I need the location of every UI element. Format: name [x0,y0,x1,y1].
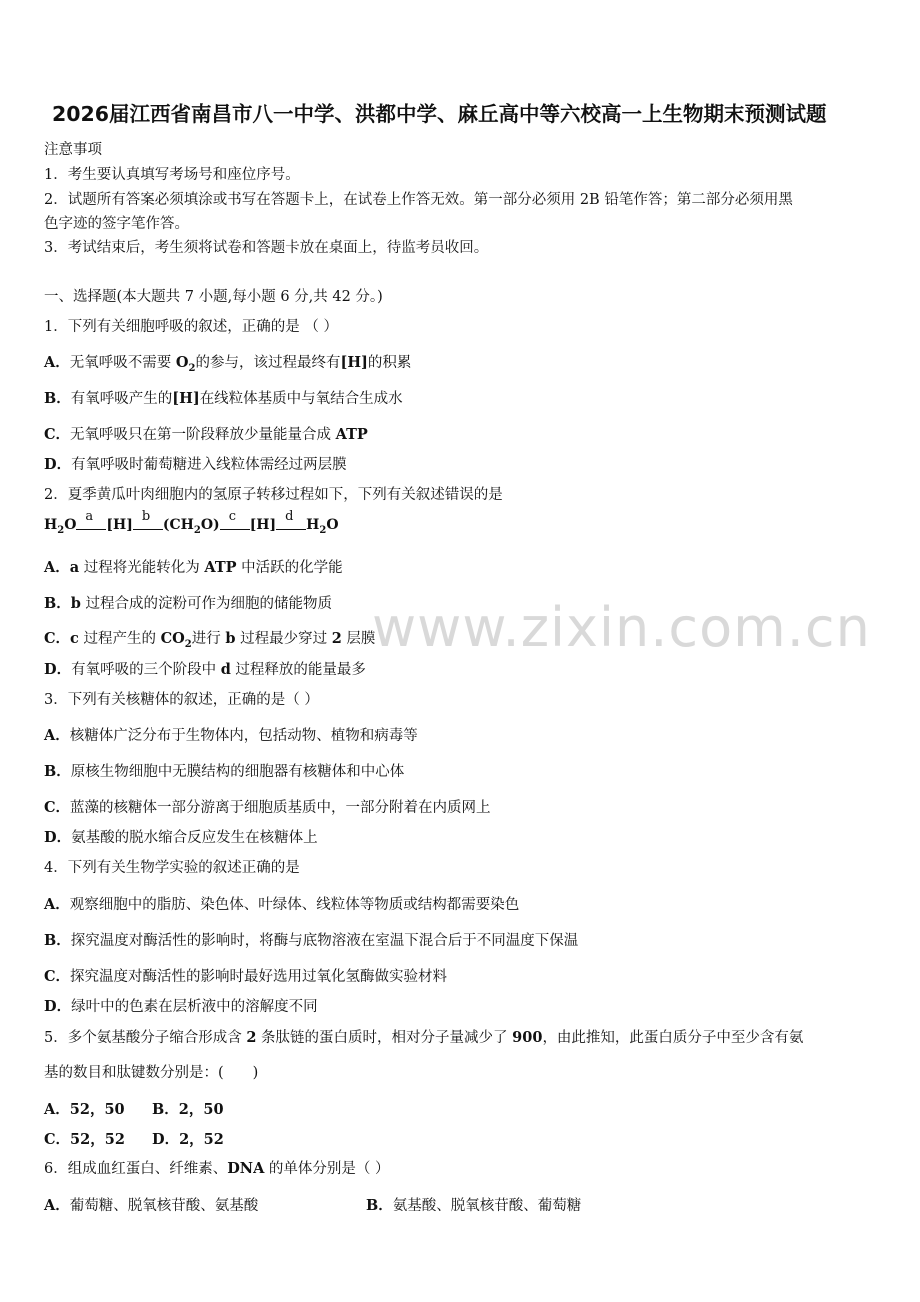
option-text: 过程释放的能量最多 [230,662,366,678]
option-text: 过程合成的淀粉可作为细胞的储能物质 [80,596,333,612]
option-label: C． [44,630,71,647]
notice-item-2-cont: 色字迹的签字笔作答。 [44,216,189,232]
q1-option-b[interactable] [44,387,403,408]
option-text: 层膜 [341,631,376,647]
option-text: 探究温度对酶活性的影响时，将酶与底物溶液在室温下混合后于不同温度下保温 [70,933,579,949]
q2-option-a[interactable] [44,556,343,577]
option-text: 观察细胞中的脂肪、染色体、叶绿体、线粒体等物质或结构都需要染色 [69,897,520,913]
arrow-b: b [133,518,163,532]
option-text: 的参与，该过程最终有 [195,355,341,371]
option-text: 氨基酸的脱水缩合反应发生在核糖体上 [71,830,318,846]
option-text: 有氧呼吸的三个阶段中 [71,662,221,678]
option-label: D． [44,829,72,846]
process-var: b [225,630,236,647]
q6-option-b[interactable]: B．氨基酸、脱氧核苷酸、葡萄糖 [366,1197,582,1214]
option-text: 无氧呼吸只在第一阶段释放少量能量合成 [70,427,336,443]
option-label: B． [44,595,71,612]
option-text: 过程最少穿过 [235,631,332,647]
q4-option-b[interactable] [44,929,578,950]
option-text: 进行 [191,631,226,647]
option-label: A． [44,896,70,913]
q6-stem: 6．组成血红蛋白、纤维素、DNA 的单体分别是（ ） [44,1160,390,1177]
hydrogen-transfer-formula: $H_2O$ a [H] b $(CH_2O)$ c [H] d $H_2O$ [44,509,339,536]
q5-option-a[interactable]: A．52，50 [44,1101,125,1118]
number: 2 [331,630,342,647]
o2-formula: $O_2$ [175,354,196,374]
option-label: B． [44,932,71,949]
option-text: 探究温度对酶活性的影响时最好选用过氧化氢酶做实验材料 [70,969,448,985]
option-text: 有氧呼吸时葡萄糖进入线粒体需经过两层膜 [71,457,347,473]
option-text: 有氧呼吸产生的 [70,391,173,407]
option-text: 过程将光能转化为 [79,560,205,576]
q5-options-row-1 [44,1098,224,1119]
notice-item-1: 1．考生要认真填写考场号和座位序号。 [44,167,300,183]
option-label: B． [44,763,71,780]
q2-option-c[interactable] [44,627,375,650]
process-var: d [220,661,231,678]
q2-stem: 2．夏季黄瓜叶肉细胞内的氢原子转移过程如下，下列有关叙述错误的是 [44,487,503,503]
process-var: a [69,559,80,576]
q4-option-a[interactable] [44,893,519,914]
q5-option-d[interactable]: D．2，52 [152,1131,224,1148]
notice-item-2: 2．试题所有答案必须填涂或书写在答题卡上，在试卷上作答无效。第一部分必须用 2B 铅笔作答；第二部分必须用黑 [44,192,793,208]
option-label: A． [44,727,70,744]
option-text: 绿叶中的色素在层析液中的溶解度不同 [71,999,318,1015]
option-label: C． [44,799,71,816]
option-label: A． [44,559,70,576]
notice-heading: 注意事项 [44,142,102,158]
q5-stem-cont: 基的数目和肽键数分别是：( ) [44,1065,259,1081]
notice-item-3: 3．考试结束后，考生须将试卷和答题卡放在桌面上，待监考员收回。 [44,240,489,256]
atp-term: ATP [204,559,237,576]
q3-stem: 3．下列有关核糖体的叙述，正确的是（ ） [44,692,319,708]
section-heading: 一、选择题(本大题共 7 小题,每小题 6 分,共 42 分。) [44,289,383,305]
page-title: 2026届江西省南昌市八一中学、洪都中学、麻丘高中等六校高一上生物期末预测试题 [52,102,827,126]
q5-stem: 5．多个氨基酸分子缩合形成含 2 条肽链的蛋白质时，相对分子量减少了 900，由此推知，此蛋白质分子中至少含有氨 [44,1029,804,1046]
option-text: 原核生物细胞中无膜结构的细胞器有核糖体和中心体 [70,764,405,780]
option-label: A． [44,354,70,371]
q1-option-a[interactable] [44,351,411,374]
q3-option-c[interactable] [44,796,491,817]
co2-formula: $CO_2$ [160,630,192,650]
option-label: B． [44,390,71,407]
option-text: 无氧呼吸不需要 [69,355,176,371]
h-symbol: [H] [172,390,200,407]
process-var: c [70,630,79,647]
q3-option-d[interactable] [44,826,318,847]
q6-options-row [44,1194,582,1215]
option-label: D． [44,661,72,678]
q5-option-c[interactable]: C．52，52 [44,1131,125,1148]
q4-option-d[interactable] [44,995,318,1016]
option-label: C． [44,968,71,985]
option-label: D． [44,456,72,473]
option-text: 中活跃的化学能 [236,560,343,576]
watermark: www.zixin.com.cn [372,596,871,659]
q6-option-a[interactable]: A．葡萄糖、脱氧核苷酸、氨基酸 [44,1197,259,1214]
option-text: 核糖体广泛分布于生物体内，包括动物、植物和病毒等 [69,728,418,744]
q4-stem: 4．下列有关生物学实验的叙述正确的是 [44,860,300,876]
q2-option-d[interactable] [44,658,366,679]
q5-options-row-2 [44,1128,224,1149]
arrow-a: a [76,518,106,532]
atp-term: ATP [335,426,368,443]
q2-option-b[interactable] [44,592,332,613]
option-text: 蓝藻的核糖体一部分游离于细胞质基质中，一部分附着在内质网上 [70,800,491,816]
option-text: 过程产生的 [78,631,161,647]
q1-stem: 1．下列有关细胞呼吸的叙述，正确的是 （ ） [44,319,338,335]
q1-option-d[interactable] [44,453,347,474]
option-text: 的积累 [367,355,412,371]
process-var: b [70,595,81,612]
option-label: C． [44,426,71,443]
arrow-c: c [220,518,250,532]
h-symbol: [H] [340,354,368,371]
q4-option-c[interactable] [44,965,447,986]
q3-option-b[interactable] [44,760,404,781]
option-label: D． [44,998,72,1015]
q5-option-b[interactable]: B．2，50 [152,1101,224,1118]
q1-option-c[interactable] [44,423,368,444]
q3-option-a[interactable] [44,724,418,745]
arrow-d: d [276,518,306,532]
option-text: 在线粒体基质中与氧结合生成水 [199,391,403,407]
